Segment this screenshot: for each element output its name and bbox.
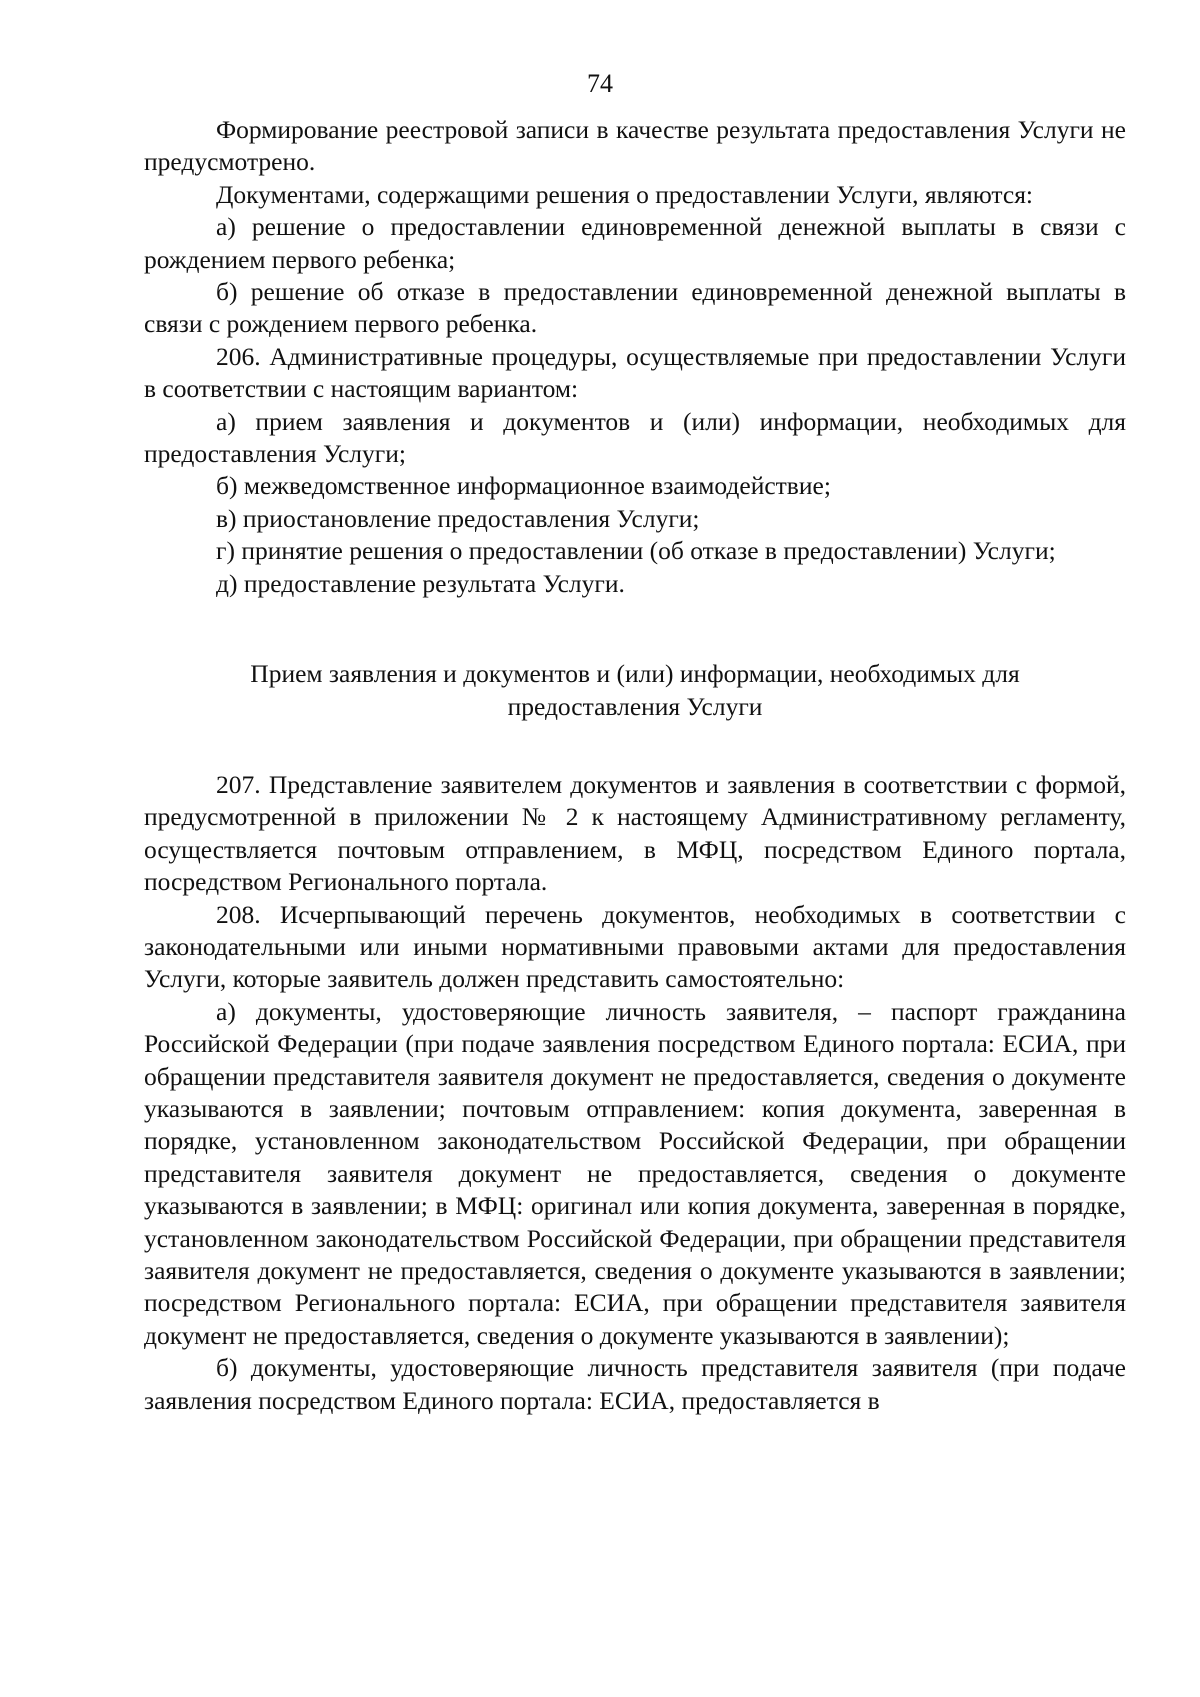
list-item-decision-grant: а) решение о предоставлении единовременной денежной выплаты в связи с рождением первого ребенка; [144,212,1126,274]
list-item-document-b: б) документы, удостоверяющие личность представителя заявителя (при подаче заявления посредством Единого портала: ЕСИА, предоставляется в [144,1353,1126,1415]
section-heading-line-1: Прием заявления и документов и (или) информации, необходимых для [250,659,1020,689]
list-item-procedure-c: в) приостановление предоставления Услуги; [216,503,700,533]
section-heading-line-2: предоставления Услуги [507,691,763,721]
list-item-procedure-d: г) принятие решения о предоставлении (об отказе в предоставлении) Услуги; [216,536,1056,566]
paragraph-registry-record: Формирование реестровой записи в качестве результата предоставления Услуги не предусмотрено. [144,115,1126,177]
list-item-document-a: а) документы, удостоверяющие личность заявителя, – паспорт гражданина Российской Федерации (при подаче заявления посредством Единого портала: ЕСИА, при обращении представителя заявителя документ не предоставляется, сведения о документе указываются в заявлении; почтовым отправлением: копия документа, заверенная в порядке, установленном законодательством Российской Федерации, при обращении представителя заявителя документ не предоставляется, сведения о документе указываются в заявлении; в МФЦ: оригинал или копия документа, заверенная в порядке, установленном законодательством Российской Федерации, при обращении представителя заявителя документ не предоставляется, сведения о документе указываются в заявлении; посредством Регионального портала: ЕСИА, при обращении представителя заявителя документ не предоставляется, сведения о документе указываются в заявлении); [144,996,1126,1350]
list-item-procedure-a: а) прием заявления и документов и (или) информации, необходимых для предоставления Услуги; [144,406,1126,469]
section-heading [144,658,1126,723]
list-item-decision-refusal: б) решение об отказе в предоставлении единовременной денежной выплаты в связи с рождением первого ребенка. [144,277,1126,339]
list-item-procedure-b: б) межведомственное информационное взаимодействие; [216,471,831,501]
list-item-procedure-e: д) предоставление результата Услуги. [216,568,625,598]
paragraph-206: 206. Административные процедуры, осуществляемые при предоставлении Услуги в соответствии с настоящим вариантом: [144,341,1126,404]
page-number: 74 [587,69,613,98]
document-body [144,114,1126,1417]
paragraph-decision-documents: Документами, содержащими решения о предоставлении Услуги, являются: [216,179,1034,209]
paragraph-208: 208. Исчерпывающий перечень документов, необходимых в соответствии с законодательными или иными нормативными правовыми актами для предоставления Услуги, которые заявитель должен представить самостоятельно: [144,899,1126,994]
paragraph-207: 207. Представление заявителем документов и заявления в соответствии с формой, предусмотренной в приложении № 2 к настоящему Административному регламенту, осуществляется почтовым отправлением, в МФЦ, посредством Единого портала, посредством Регионального портала. [144,769,1126,897]
